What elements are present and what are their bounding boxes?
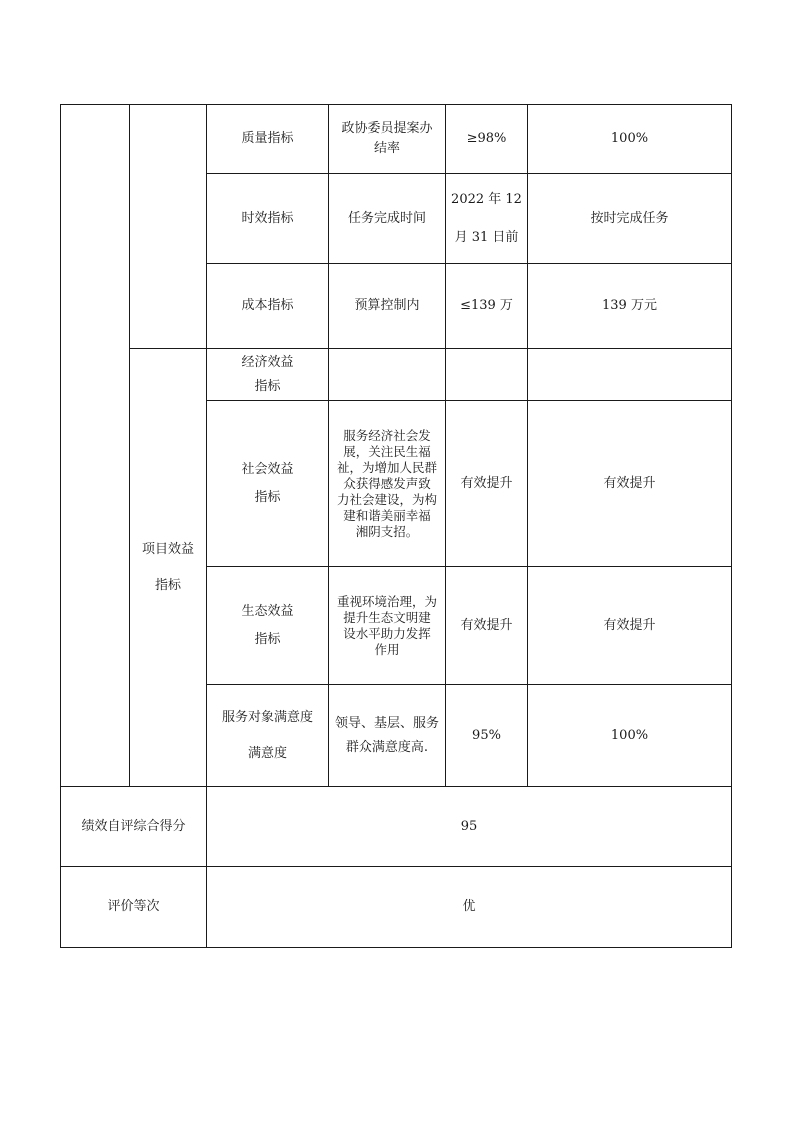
cost-actual: 139 万元 [602, 298, 657, 313]
ecological-indicator-line: 作用 [374, 641, 400, 657]
ecological-indicator-line: 设水平助力发挥 [343, 625, 431, 641]
social-label-line1: 社会效益 [241, 461, 294, 477]
rule [731, 104, 732, 948]
project-benefit-line2: 指标 [154, 577, 181, 593]
satisfaction-target: 95% [472, 727, 501, 743]
social-label-line2: 指标 [254, 489, 281, 505]
quality-indicator-cell [329, 105, 445, 173]
grade-value: 优 [462, 899, 476, 914]
cost-indicator: 预算控制内 [354, 298, 420, 313]
ecological-label-line1: 生态效益 [241, 603, 294, 619]
timeliness-label-cell [207, 174, 328, 263]
economic-label-line2: 指标 [254, 378, 281, 394]
social-target-cell [446, 401, 527, 566]
ecological-target-cell [446, 567, 527, 684]
economic-label-cell [207, 349, 328, 400]
satisfaction-target-cell [446, 685, 527, 786]
ecological-indicator-line: 提升生态文明建 [343, 609, 431, 625]
quality-actual: 100% [610, 131, 649, 146]
economic-label-line1: 经济效益 [241, 354, 294, 370]
ecological-label-cell [207, 567, 328, 684]
timeliness-actual-cell [528, 174, 731, 263]
quality-indicator-line1: 政协委员提案办 [341, 121, 433, 136]
social-indicator-line: 服务经济社会发 [343, 427, 431, 443]
social-indicator-line: 展，关注民生福 [343, 443, 431, 459]
score-value-cell [207, 787, 731, 866]
satisfaction-actual-cell [528, 685, 731, 786]
timeliness-indicator-cell [329, 174, 445, 263]
satisfaction-actual: 100% [610, 727, 649, 743]
cost-target-cell [446, 264, 527, 348]
social-indicator-line: 祉，为增加人民群 [336, 459, 437, 475]
satisfaction-label-line2: 满意度 [247, 745, 287, 761]
social-label-cell [207, 401, 328, 566]
social-actual-cell [528, 401, 731, 566]
score-label: 绩效自评综合得分 [81, 818, 186, 834]
quality-target: ≥98% [466, 131, 507, 146]
social-indicator-line: 建和谐美丽幸福 [343, 507, 431, 523]
satisfaction-label-cell [207, 685, 328, 786]
grade-value-cell [207, 867, 731, 947]
social-indicator-line: 众获得感发声致 [343, 475, 431, 491]
ecological-actual: 有效提升 [603, 617, 656, 633]
grade-label: 评价等次 [107, 899, 160, 914]
ecological-indicator-line: 重视环境治理，为 [336, 593, 437, 609]
satisfaction-indicator-line2: 群众满意度高. [345, 739, 429, 755]
satisfaction-indicator-cell [329, 685, 445, 786]
rule [60, 947, 732, 948]
social-indicator-line: 力社会建设，为构 [336, 491, 437, 507]
timeliness-target-line2: 月 31 日前 [454, 229, 519, 245]
cost-indicator-cell [329, 264, 445, 348]
ecological-target: 有效提升 [460, 617, 513, 633]
satisfaction-label-line1: 服务对象满意度 [221, 709, 313, 725]
timeliness-actual: 按时完成任务 [590, 210, 669, 226]
project-benefit-line1: 项目效益 [141, 541, 194, 557]
social-indicator-cell [329, 401, 445, 566]
quality-target-cell [446, 105, 527, 173]
cost-label: 成本指标 [241, 298, 294, 313]
cost-actual-cell [528, 264, 731, 348]
quality-label: 质量指标 [241, 131, 294, 146]
social-target: 有效提升 [460, 475, 513, 491]
timeliness-label: 时效指标 [241, 210, 294, 226]
cost-target: ≤139 万 [460, 298, 513, 313]
score-label-cell [61, 787, 206, 866]
cost-label-cell [207, 264, 328, 348]
satisfaction-indicator-line1: 领导、基层、服务 [334, 715, 439, 731]
project-benefit-cell [130, 349, 206, 786]
score-value: 95 [460, 818, 478, 834]
timeliness-target-line1: 2022 年 12 [451, 191, 522, 207]
ecological-indicator-cell [329, 567, 445, 684]
quality-actual-cell [528, 105, 731, 173]
quality-label-cell [207, 105, 328, 173]
timeliness-indicator: 任务完成时间 [347, 210, 426, 226]
ecological-actual-cell [528, 567, 731, 684]
quality-indicator-line2: 结率 [373, 141, 400, 156]
grade-label-cell [61, 867, 206, 947]
social-indicator-line: 湘阴支招。 [355, 523, 419, 539]
ecological-label-line2: 指标 [254, 631, 281, 647]
social-actual: 有效提升 [603, 475, 656, 491]
timeliness-target-cell [446, 174, 527, 263]
